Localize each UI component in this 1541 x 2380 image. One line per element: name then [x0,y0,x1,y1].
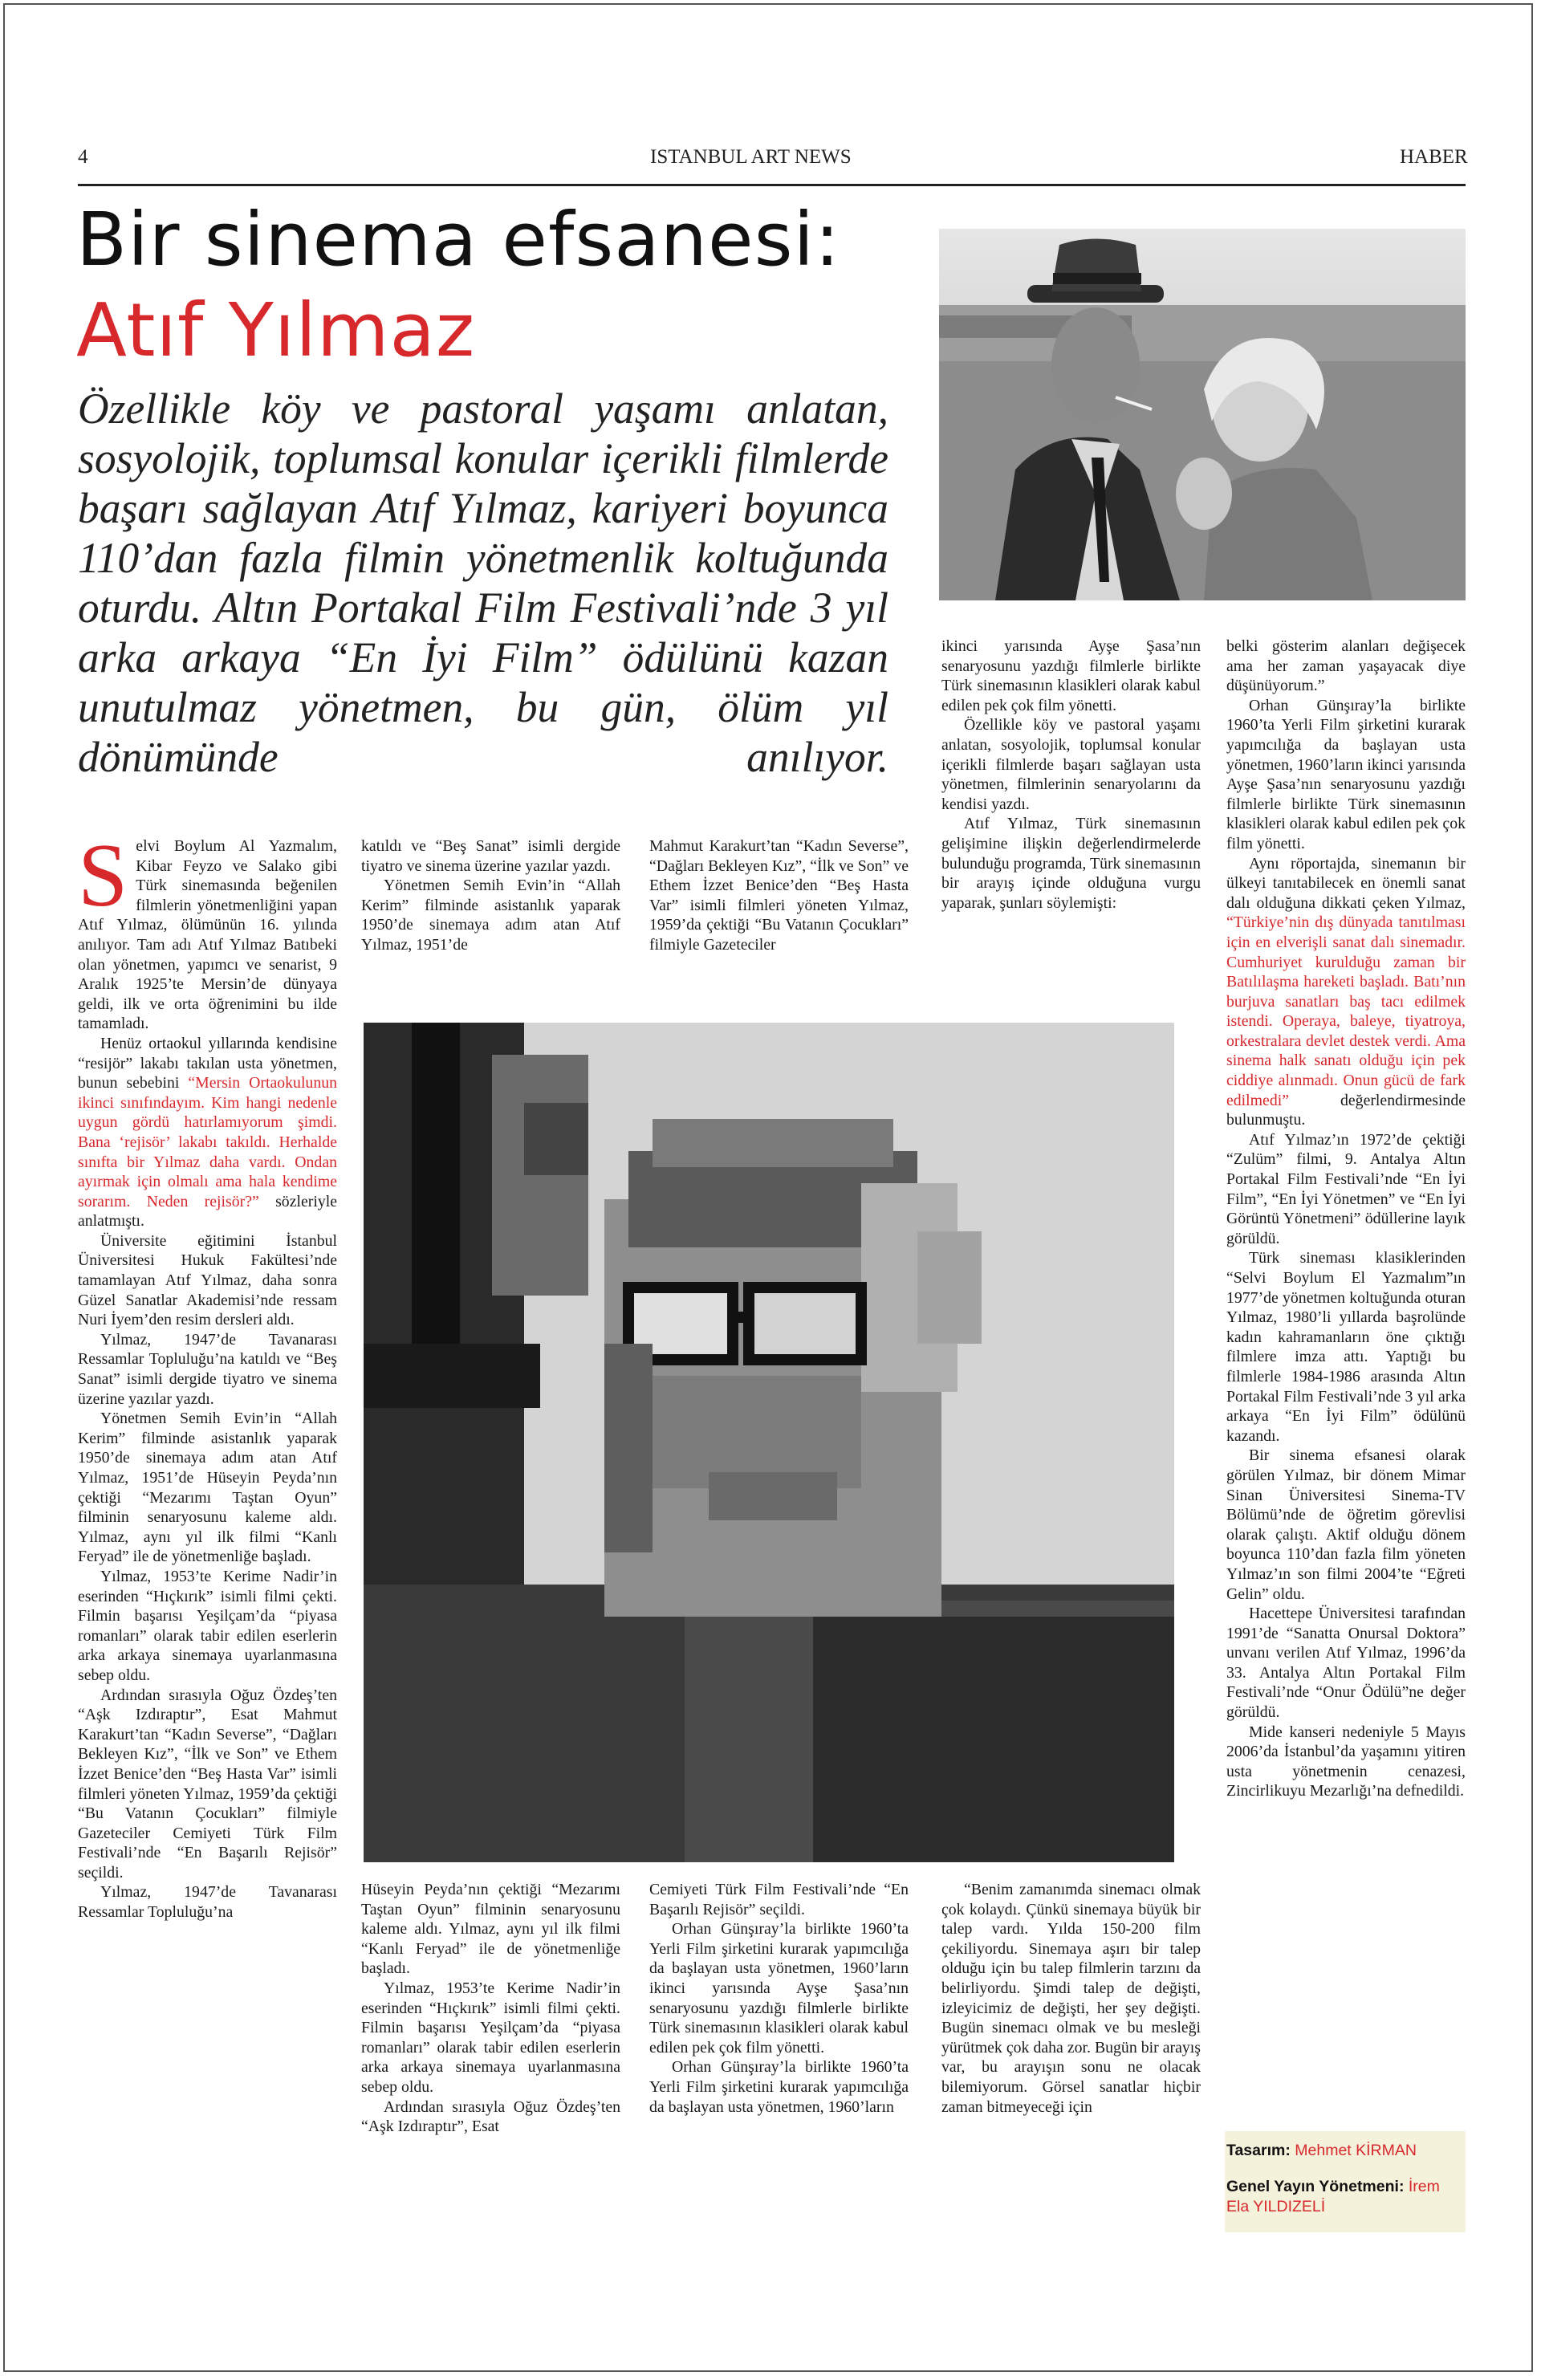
article-column-4-bottom [941,1880,1201,2117]
article-deck: Özellikle köy ve pastoral yaşamı anlatan, sosyolojik, toplumsal konular içerikli filmlerde başarı sağlayan Atıf Yılmaz, kariyeri boyunca 110’dan fazla filmin yönetmenlik koltuğunda oturdu. Altın Portakal Film Festivali’nde 3 yıl arka arkaya “En İyi Film” ödülünü kazan unutulmaz yönetmen, bu gün, ölüm yıl dönümünde anılıyor. [78,384,888,781]
col4b-paragraph: “Benim zamanımda sinemacı olmak çok kolaydı. Çünkü sinemaya büyük bir talep vardı. Yılda 150-200 film çekiliyordu. Sinemaya aşırı bir talep olduğu için bu talep filmlerin tarzını da belirliyordu. Şimdi talep de değişti, izleyicimiz de değişti, her şey değişti. Bugün sinemacı olmak ve bu mesleği yürütmek çok daha zor. Bugün bir arayış var, bu arayışın sonu ne olacak bilemiyorum. Görsel sanatlar hiçbir zaman bitmeyeceği için [941,1881,1201,2116]
col5-paragraph: Bir sinema efsanesi olarak görülen Yılmaz, bir dönem Mimar Sinan Üniversitesi Sinema-TV Bölümü’nde de öğretim görevlisi olarak çalıştı. Aktif olduğu dönem boyunca 110’dan fazla film yöneten Yılmaz’ın son filmi 2004’te “Eğreti Gelin” oldu. [1226,1446,1466,1603]
film-still-illustration [939,229,1466,600]
col5-paragraph: Atıf Yılmaz’ın 1972’de çektiği “Zulüm” filmi, 9. Antalya Altın Portakal Film Festivali’nde “En İyi Film”, “En İyi Yönetmen” ve “En İyi Görüntü Yönetmeni” ödüllerine layık görüldü. [1226,1130,1466,1247]
section-label: HABER [1400,146,1468,168]
headline-line-1: Bir sinema efsanesi: [76,197,841,283]
col1-p2-end: sözleriyle anlatmıştı. [78,1192,337,1231]
drop-cap: S [78,826,128,926]
article-column-4-top [941,637,1201,913]
article-column-1 [78,826,337,1922]
col2b-paragraph: Hüseyin Peyda’nın çektiği “Mezarımı Taştan Oyun” filminin senaryosunu kaleme aldı. Yılmaz, aynı yıl ilk filmi “Kanlı Feryad” ile de yönetmenliğe başladı. [361,1881,620,1978]
col3b-paragraph: Orhan Günşıray’la birlikte 1960’ta Yerli Film şirketini kurarak yapımcılığa da başlayan usta yönetmen, 1960’ların ikinci yarısında Ayşe Şasa’nın senaryosunu yazdığı filmlerle birlikte Türk sinemasının klasikleri olarak kabul edilen pek çok film yönetti. [649,1920,909,2057]
article-column-5 [1226,637,1466,1801]
col5-paragraph: Orhan Günşıray’la birlikte 1960’ta Yerli Film şirketini kurarak yapımcılığa da başlayan usta yönetmen, 1960’ların ikinci yarısında Ayşe Şasa’nın senaryosunu yazdığı filmlerle birlikte Türk sinemasının klasikleri olarak kabul edilen pek çok film yönetti. [1226,696,1466,852]
col5-paragraph: belki gösterim alanları değişecek ama her zaman yaşayacak diye düşünüyorum.” [1226,637,1466,695]
col1-paragraph [78,1034,337,1231]
col1-paragraph [78,826,337,1034]
col5-p3-text: Aynı röportajda, sinemanın bir ülkeyi tanıtabilecek en önemli sanat dalı olduğuna dikkati çeken Yılmaz, [1226,854,1466,912]
header-rule [78,184,1466,186]
col5-quote-red: “Türkiye’nin dış dünyada tanıtılması için en elverişli sanat dalı sinemadır. Cumhuriyet kurulduğu zaman bir Batılılaşma hareketi başladı. Batı’nın burjuva sanatları baş tacı edilmek istendi. Operaya, baleye, tiyatroya, orkestralara devlet destek verdi. Ama sinema halk sanatı olduğu için pek ciddiye alınmadı. Onun gücü de fark edilmedi” [1226,913,1466,1109]
editor-label: Genel Yayın Yönetmeni: [1226,2178,1405,2195]
col5-paragraph: Mide kanseri nedeniyle 5 Mayıs 2006’da İstanbul’da yaşamını yitiren usta yönetmenin cenazesi, Zincirlikuyu Mezarlığı’na defnedildi. [1226,1723,1466,1800]
design-name: Mehmet KİRMAN [1295,2142,1417,2159]
col1-paragraph: Üniversite eğitimini İstanbul Üniversitesi Hukuk Fakültesi’nde tamamlayan Atıf Yılmaz, daha sonra Güzel Sanatlar Akademisi’nde ressam Nuri İyem’den resim dersleri aldı. [78,1231,337,1329]
film-still-photo [939,229,1466,600]
col3-paragraph: Mahmut Karakurt’tan “Kadın Severse”, “Dağları Bekleyen Kız”, “İlk ve Son” ve Ethem İzzet Benice’den “Beş Hasta Var” isimli filmleri yöneten Yılmaz, 1959’da çektiği “Bu Vatanın Çocukları” filmiyle Gazeteciler [649,837,909,954]
col1-paragraph: Yönetmen Semih Evin’in “Allah Kerim” filminde asistanlık yaparak 1950’de sinemaya adım atan Atıf Yılmaz, 1951’de Hüseyin Peyda’nın çektiği “Mezarımı Taştan Oyun” filminin senaryosunu kaleme aldı. Yılmaz, aynı yıl ilk filmi “Kanlı Feryad” ile de yönetmenliğe başladı. [78,1410,337,1566]
col1-paragraph: Yılmaz, 1947’de Tavanarası Ressamlar Topluluğu’na [78,1883,337,1922]
col5-paragraph: Hacettepe Üniversitesi tarafından 1991’de “Sanatta Onursal Doktora” unvanı verilen Atıf Yılmaz, 1996’da 33. Antalya Altın Portakal Film Festivali’nde “Onur Ödülü”ne değer görüldü. [1226,1605,1466,1722]
col1-paragraph: Yılmaz, 1953’te Kerime Nadir’in eserinden “Hıçkırık” isimli filmi çekti. Filmin başarısı Yeşilçam’da “piyasa romanları” olarak tabir edilen eserlerin arka arkaya sinemaya uyarlanmasına sebep oldu. [78,1567,337,1684]
col3b-paragraph: Cemiyeti Türk Film Festivali’nde “En Başarılı Rejisör” seçildi. [649,1881,909,1918]
col1-paragraph: Ardından sırasıyla Oğuz Özdeş’ten “Aşk Izdıraptır”, Esat Mahmut Karakurt’tan “Kadın Severse”, “Dağları Bekleyen Kız”, “İlk ve Son” ve Ethem İzzet Benice’den “Beş Hasta Var” isimli filmleri yöneten Yılmaz, 1959’da çektiği “Bu Vatanın Çocukları” filmiyle Gazeteciler Cemiyeti Türk Film Festivali’nde “En Başarılı Rejisör” seçildi. [78,1686,337,1882]
editor-credit [1226,2177,1466,2217]
col4-paragraph: Özellikle köy ve pastoral yaşamı anlatan, sosyolojik, toplumsal konular içerikli filmlerde başarı sağlayan usta yönetmen, filmlerinin senaryolarını da kendisi yazdı. [941,716,1201,813]
editor-name: İrem Ela YILDIZELİ [1226,2178,1440,2215]
col2-paragraph: katıldı ve “Beş Sanat” isimli dergide tiyatro ve sinema üzerine yazılar yazdı. [361,837,620,875]
article-column-3-bottom [649,1880,909,2117]
article-column-2-bottom [361,1880,620,2137]
col2b-paragraph: Yılmaz, 1953’te Kerime Nadir’in eserinden “Hıçkırık” isimli filmi çekti. Filmin başarısı Yeşilçam’da “piyasa romanları” olarak tabir edilen eserlerin arka arkaya sinemaya uyarlanmasına sebep oldu. [361,1979,620,2096]
col1-paragraph: Yılmaz, 1947’de Tavanarası Ressamlar Topluluğu’na katıldı ve “Beş Sanat” isimli dergide tiyatro ve sinema üzerine yazılar yazdı. [78,1330,337,1408]
col1-p1-text: elvi Boylum Al Yazmalım, Kibar Feyzo ve Salako gibi Türk sinemasında beğenilen filmlerin yönetmenliğini yapan Atıf Yılmaz, ölümünün 16. yılında anılıyor. Tam adı Atıf Yılmaz Batıbeki olan yönetmen, yapımcı ve senarist, 9 Aralık 1925’te Mersin’de dünyaya geldi, ilk ve orta öğrenimini bu ilde tamamladı. [78,837,337,1033]
col1-quote-red: “Mersin Ortaokulunun ikinci sınıfındayım. Kim hangi nedenle uygun gördü hatırlamıyorum şimdi. Bana ‘rejisör’ lakabı takıldı. Herhalde sınıfta bir Yılmaz daha vardı. Ondan ayırmak için olmalı ama hala kendime sorarım. Neden rejisör?” [78,1074,337,1210]
col1-p2-text: Henüz ortaokul yıllarında kendisine “resijör” lakabı takılan usta yönetmen, bunun sebebini [78,1034,337,1092]
col4-paragraph: Atıf Yılmaz, Türk sinemasının gelişimine ilişkin değerlendirmelerde bulunduğu programda, Türk sinemasının bir arayış içinde olduğuna vurgu yaparak, şunları söylemişti: [941,815,1201,912]
col5-paragraph [1226,854,1466,1130]
col4-paragraph: ikinci yarısında Ayşe Şasa’nın senaryosunu yazdığı filmlerle birlikte Türk sinemasının klasikleri olarak kabul edilen pek çok film yönetti. [941,637,1201,714]
page-number: 4 [78,146,88,168]
col5-p3-end: değerlendirmesinde bulunmuştu. [1226,1091,1466,1129]
director-portrait-photo [364,1023,1174,1862]
col2b-paragraph: Ardından sırasıyla Oğuz Özdeş’ten “Aşk Izdıraptır”, Esat [361,2097,620,2136]
article-column-3-top [649,836,909,955]
article-column-2-top [361,836,620,955]
publication-name: ISTANBUL ART NEWS [650,146,852,168]
headline-line-2: Atıf Yılmaz [76,287,476,373]
design-label: Tasarım: [1226,2142,1291,2159]
col3b-paragraph: Orhan Günşıray’la birlikte 1960’ta Yerli Film şirketini kurarak yapımcılığa da başlayan usta yönetmen, 1960’ların [649,2058,909,2116]
design-credit [1226,2141,1466,2161]
col5-paragraph: Türk sineması klasiklerinden “Selvi Boylum El Yazmalım”ın 1977’de yönetmen koltuğunda oturan Yılmaz, 1980’li yıllarda başrolünde kadın kahramanların öne çıktığı filmlere imza attı. Yaptığı bu filmlerle 1984-1986 arasında Altın Portakal Film Festivali’nde 3 yıl arka arkaya “En İyi Film” ödülünü kazandı. [1226,1249,1466,1445]
col2-paragraph: Yönetmen Semih Evin’in “Allah Kerim” filminde asistanlık yaparak 1950’de sinemaya adım atan Atıf Yılmaz, 1951’de [361,877,620,954]
credits-box [1225,2131,1466,2232]
director-portrait-illustration [364,1023,1174,1862]
